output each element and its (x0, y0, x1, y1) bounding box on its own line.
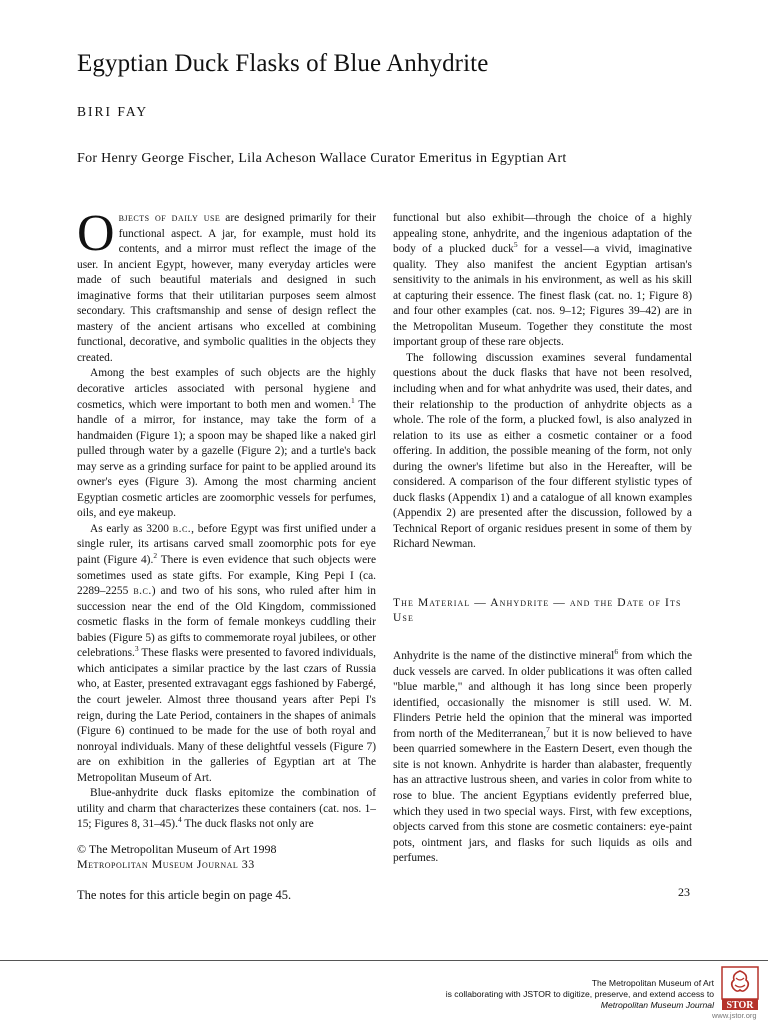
footnote-ref[interactable]: 7 (546, 724, 550, 734)
page-number: 23 (678, 885, 690, 899)
article-title: Egyptian Duck Flasks of Blue Anhydrite (77, 50, 489, 77)
paragraph (77, 522, 376, 786)
left-column (77, 205, 376, 833)
jstor-line-1: The Metropolitan Museum of Art (591, 978, 714, 988)
copyright-block (77, 842, 376, 872)
journal-name: Metropolitan Museum Journal 33 (77, 857, 255, 871)
paragraph-text: The duck flasks not only are (181, 818, 314, 831)
jstor-notice (446, 978, 714, 1011)
jstor-logo-text: STOR (726, 1000, 754, 1011)
paragraph-text: Anhydrite is the name of the distinctive mineral (393, 650, 615, 663)
right-column (393, 211, 692, 867)
footnote-ref[interactable]: 5 (513, 240, 518, 250)
jstor-line-3: Metropolitan Museum Journal (600, 1000, 714, 1010)
jstor-banner[interactable] (0, 960, 768, 1025)
era-abbrev: b.c. (172, 522, 192, 535)
paragraph (393, 649, 692, 867)
paragraph-text: , before Egypt was first unified under a single ruler, its artisans carved small zoomorphic pots for eye paint (Figure 4). (77, 522, 376, 567)
paragraph-text: Blue-anhydrite duck flasks epitomize the combination of utility and charm that characterizes these containers (cat. nos. 1–15; Figures 8, 31–45). (77, 787, 376, 831)
jstor-url-link[interactable]: www.jstor.org (712, 1011, 757, 1020)
paragraph-text: These flasks were presented to favored individuals, which anticipates a similar practice by the last czars of Russia who, at Easter, presented extravagant eggs fashioned by Fabergé, the court jeweler. Almost three thousand years after Pepi I's reign, during the Late Period, containers in the shapes of animals (Figure 6) continued to be made for the use of both royal and nonroyal individuals. Many of these delightful vessels (Figure 7) are on exhibition in the galleries of Egyptian art at The Metropolitan Museum of Art. (77, 647, 376, 784)
paragraph-text: There is even evidence that such objects were sometimes used as state gifts. For example, King Pepi I (ca. 2289–2255 (77, 554, 376, 598)
author-name: BIRI FAY (77, 104, 149, 119)
drop-cap: O (77, 205, 115, 262)
era-abbrev: b.c. (133, 585, 152, 598)
lead-in-small-caps: bjects of daily use (118, 212, 221, 224)
footnote-ref[interactable]: 1 (350, 395, 355, 405)
dedication: For Henry George Fischer, Lila Acheson Wallace Curator Emeritus in Egyptian Art (77, 151, 567, 166)
copyright-line: © The Metropolitan Museum of Art 1998 (77, 842, 277, 856)
paragraph-text: for a vessel—a vivid, imaginative quality. They also manifest the ancient Egyptian artisan's sensitivity to the animals in his environment, as well as his skill at capturing their essence. The finest flask (cat. no. 1; Figure 8) and four other examples (cat. nos. 9–12; Figures 39–42) are in the Metropolitan Museum. Together they constitute the most important group of these rare objects. (393, 243, 692, 349)
paragraph-text: ) and two of his sons, who ruled after him in succession near the end of the Old Kingdom, commissioned cosmetic flasks in the form of female monkeys cuddling their babies (Figure 5) as gifts to commemorate royal jubilees, or other celebrations. (77, 585, 376, 660)
paragraph-text: are designed primarily for their functional aspect. A jar, for example, must hold its contents, and a mirror must reflect the image of the user. In ancient Egypt, however, many everyday articles were made of such beautiful materials and designed in such imaginative forms that their utilitarian purposes seem almost secondary. This craftsmanship and sense of design reflect the mastery of the ancient artisans who excelled at combining functional, decorative, and symbolic qualities in the objects they created. (77, 212, 376, 364)
paragraph: The following discussion examines several fundamental questions about the duck flasks that have not been resolved, including when and for what anhydrite was used, their dates, and their relationship to the production of anhydrite objects as a whole. The role of the form, a plucked fowl, is also analyzed in relation to its use as either a cosmetic container or a food offering. In addition, the possible meaning of the form, not only during the owner's lifetime but also in the Hereafter, will be considered. A comparison of the four different stylistic types of duck flasks (Appendix 1) and a catalogue of all known examples (Appendix 2) are presented after the discussion, followed by a Technical Report of organic residues present in some of them by Richard Newman. (393, 351, 692, 551)
paragraph-text: but it is now believed to have been quarried somewhere in the Eastern Desert, even though the site is not known. Anhydrite is harder than alabaster, frequently has an attractive lustrous sheen, and varies in color from white to rose to blue. The ancient Egyptians evidently preferred blue, which they used in two special ways. First, with few exceptions, objects carved from this stone are cosmetic containers: eye-paint pots, ointment jars, and flasks for such liquids as oils and perfumes. (393, 727, 692, 865)
footnote-ref[interactable]: 4 (177, 815, 182, 825)
section-heading: The Material — Anhydrite — and the Date of Its Use (393, 597, 682, 625)
paragraph-text: Among the best examples of such objects are the highly decorative articles associated with personal hygiene and cosmetics, which were important to both men and women. (77, 367, 376, 411)
paragraph-text: functional but also exhibit—through the choice of a highly appealing stone, anhydrite, and the ingenious adaptation of the body of a plucked duck (393, 212, 692, 256)
paragraph (393, 211, 692, 351)
paragraph (77, 366, 376, 521)
paragraph-text: from which the duck vessels are carved. In older publications it was often called "blue marble," and although it has long since been properly identified, occasionally the misnomer is still used. W. M. Flinders Petrie held the opinion that the mineral was imported from north of the Mediterranean, (393, 650, 693, 740)
jstor-logo-icon[interactable] (720, 966, 760, 1011)
paragraph-text: The handle of a mirror, for instance, may take the form of a handmaiden (Figure 1); a spoon may be shaped like a naked girl pulled through water by a gazelle (Figure 2); and a turtle's back may serve as a grinding surface for paint to be applied around its owner's eyes (Figure 3). Among the most charming ancient Egyptian cosmetic articles are zoomorphic vessels for perfumes, oils, and eye makeup. (77, 398, 376, 520)
notes-reference: The notes for this article begin on page 45. (77, 888, 292, 902)
footnote-ref[interactable]: 6 (614, 647, 619, 657)
footnote-ref[interactable]: 3 (134, 644, 139, 654)
intro-paragraph (77, 205, 376, 366)
jstor-line-2: is collaborating with JSTOR to digitize, preserve, and extend access to (445, 989, 714, 999)
paragraph (77, 786, 376, 833)
paragraph-text: As early as 3200 (90, 522, 173, 535)
footnote-ref[interactable]: 2 (153, 551, 158, 561)
